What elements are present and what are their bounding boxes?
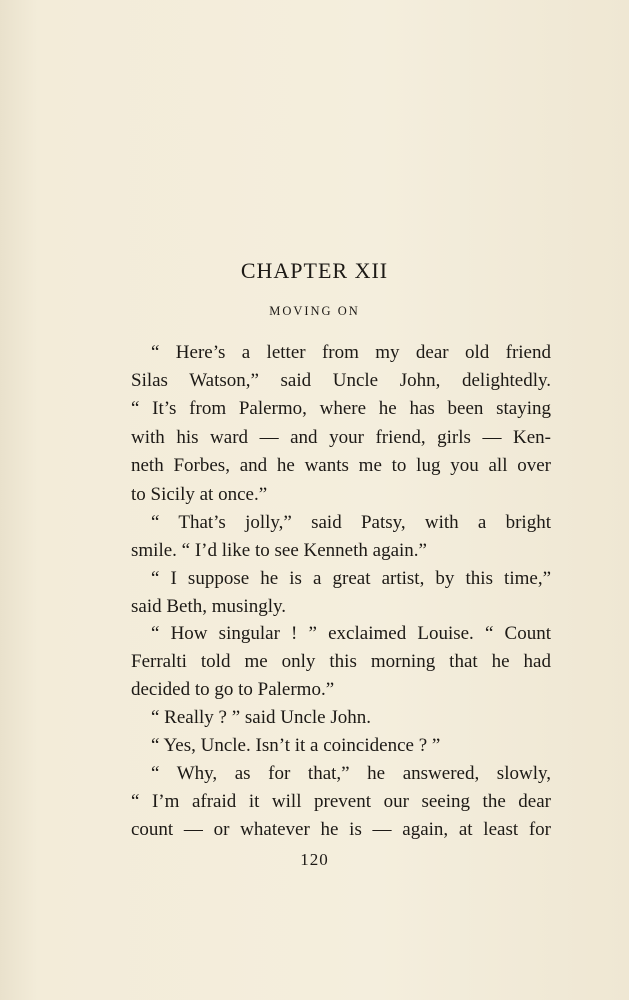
chapter-title: CHAPTER XII [240,258,389,283]
text-line: decided to go to Palermo.” [131,679,335,700]
text-line: with his ward — and your friend, girls — Ken- [131,427,551,448]
text-line: to Sicily at once.” [131,484,268,505]
text-line: “ That’s jolly,” said Patsy, with a bright [151,512,551,533]
text-line: Ferralti told me only this morning that he had [131,651,551,672]
text-line: “ I suppose he is a great artist, by this time,” [151,568,551,589]
text-line: “ How singular ! ” exclaimed Louise. “ Count [151,623,551,644]
text-line: “ Why, as for that,” he answered, slowly, [151,763,551,784]
page-number: 120 [300,850,329,869]
text-line: smile. “ I’d like to see Kenneth again.” [131,540,427,561]
text-line: Silas Watson,” said Uncle John, delightedly. [131,370,551,391]
text-line: “ Really ? ” said Uncle John. [151,707,372,728]
text-line: “ I’m afraid it will prevent our seeing the dear [131,791,551,812]
text-line: “ Yes, Uncle. Isn’t it a coincidence ? ” [151,735,441,756]
text-line: neth Forbes, and he wants me to lug you all over [131,455,551,476]
text-line: “ Here’s a letter from my dear old friend [151,342,551,363]
chapter-subtitle: MOVING ON [269,304,360,318]
text-line: “ It’s from Palermo, where he has been staying [131,398,551,419]
text-line: said Beth, musingly. [131,596,286,617]
text-line: count — or whatever he is — again, at least for [131,819,551,840]
